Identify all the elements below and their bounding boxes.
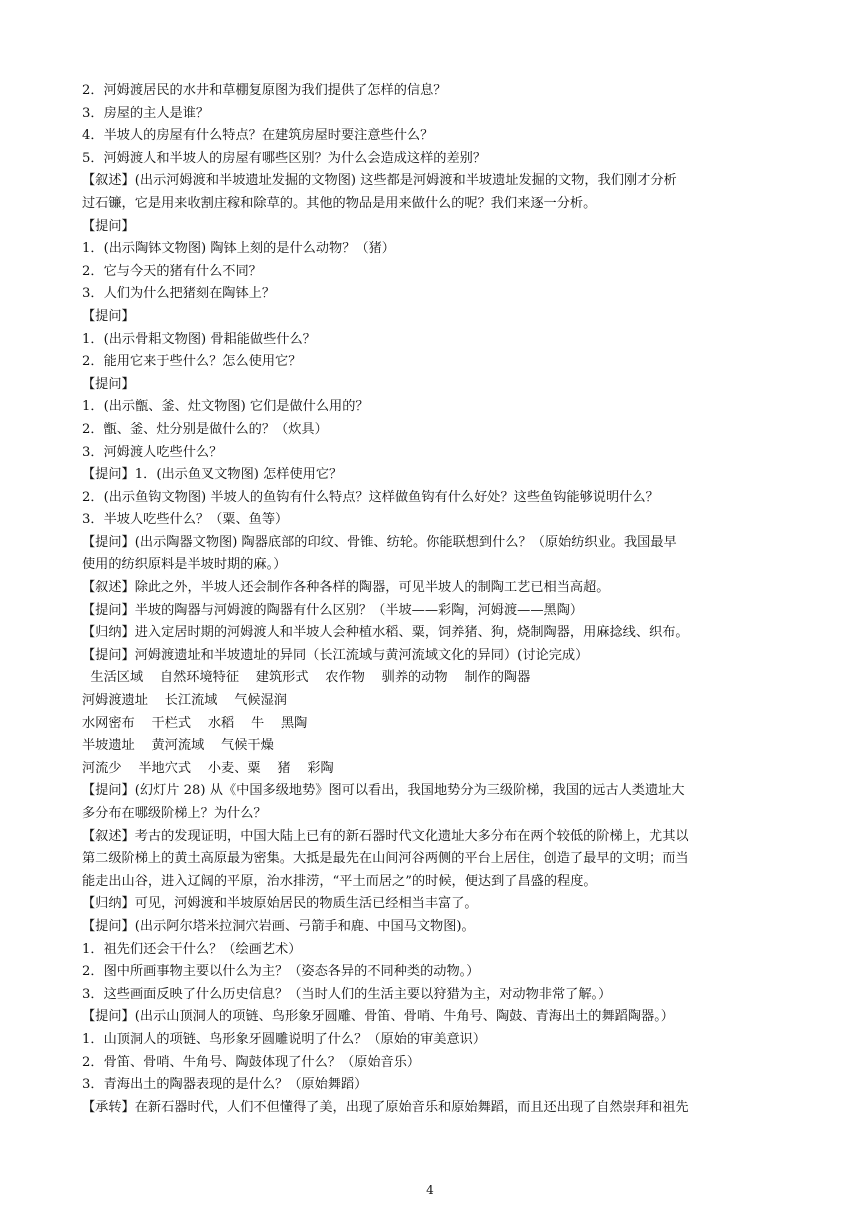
text-line: 【提问】(出示阿尔塔米拉洞穴岩画、弓箭手和鹿、中国马文物图)。 <box>82 918 475 934</box>
text-line: 【叙述】除此之外，半坡人还会制作各种各样的陶器，可见半坡人的制陶工艺已相当高超。 <box>82 580 610 596</box>
text-line: 【提问】1．(出示鱼叉文物图) 怎样使用它？ <box>82 467 343 483</box>
text-line: 1．(出示甑、釜、灶文物图) 它们是做什么用的？ <box>82 399 369 415</box>
text-line: 【提问】河姆渡遗址和半坡遗址的异同（长江流域与黄河流域文化的异同）(讨论完成） <box>82 647 589 663</box>
text-line: 【提问】(幻灯片 28) 从《中国多级地势》图可以看出，我国地势分为三级阶梯，我国的远古人类遗址大 <box>82 783 685 799</box>
text-line: 水网密布 干栏式 水稻 牛 黑陶 <box>82 715 308 731</box>
text-line: 【提问】 <box>82 218 135 234</box>
text-line: 使用的纺织原料是半坡时期的麻。） <box>82 557 287 573</box>
text-line: 【提问】 <box>82 376 135 392</box>
text-line: 生活区域 自然环境特征 建筑形式 农作物 驯养的动物 制作的陶器 <box>82 670 531 686</box>
text-line: 多分布在哪级阶梯上？为什么？ <box>82 806 267 821</box>
text-line: 1．(出示陶钵文物图) 陶钵上刻的是什么动物？（猪） <box>82 241 395 257</box>
text-line: 3．人们为什么把猪刻在陶钵上？ <box>82 286 276 302</box>
text-line: 能走出山谷，进入辽阔的平原，治水排涝，“平土而居之”的时候，便达到了昌盛的程度。 <box>82 873 597 889</box>
text-line: 2．(出示鱼钩文物图) 半坡人的鱼钩有什么特点？这样做鱼钩有什么好处？这些鱼钩能够说明什么？ <box>82 489 659 505</box>
text-line: 2．河姆渡居民的水井和草棚复原图为我们提供了怎样的信息？ <box>82 83 447 98</box>
text-line: 2．甑、釜、灶分别是做什么的？（炊具） <box>82 421 328 437</box>
text-line: 【归纳】进入定居时期的河姆渡人和半坡人会种植水稻、粟，饲养猪、狗，烧制陶器，用麻捻线、织布。 <box>82 625 689 641</box>
text-line: 【提问】半坡的陶器与河姆渡的陶器有什么区别？（半坡——彩陶，河姆渡——黑陶） <box>82 602 584 618</box>
text-line: 过石镰，它是用来收割庄稼和除草的。其他的物品是用来做什么的呢？我们来逐一分析。 <box>82 195 597 211</box>
text-line: 2．能用它来于些什么？怎么使用它？ <box>82 354 302 370</box>
text-line: 3．半坡人吃些什么？（粟、鱼等） <box>82 512 289 528</box>
text-line: 【叙述】(出示河姆渡和半坡遗址发掘的文物图) 这些都是河姆渡和半坡遗址发掘的文物，我们刚才分析 <box>82 173 677 189</box>
text-line: 3．这些画面反映了什么历史信息？（当时人们的生活主要以狩猎为主，对动物非常了解。） <box>82 986 612 1002</box>
text-line: 【叙述】考古的发现证明，中国大陆上已有的新石器时代文化遗址大多分布在两个较低的阶梯上，尤其以 <box>82 828 689 844</box>
text-line: 3．青海出土的陶器表现的是什么？（原始舞蹈） <box>82 1077 368 1093</box>
text-line: 河流少 半地穴式 小麦、粟 猪 彩陶 <box>82 760 334 776</box>
text-line: 1．(出示骨耜文物图) 骨耜能做些什么？ <box>82 331 316 347</box>
text-line: 【承转】在新石器时代，人们不但懂得了美，出现了原始音乐和原始舞蹈，而且还出现了自然崇拜和祖先 <box>82 1099 689 1115</box>
document-body <box>82 80 782 1119</box>
text-line: 半坡遗址 黄河流域 气候干燥 <box>82 738 274 754</box>
text-line: 3．房屋的主人是谁？ <box>82 105 210 121</box>
text-line: 【提问】(出示山顶洞人的项链、鸟形象牙圆雕、骨笛、骨哨、牛角号、陶鼓、青海出土的舞蹈陶器。） <box>82 1009 674 1025</box>
text-line: 1．山顶洞人的项链、鸟形象牙圆雕说明了什么？（原始的审美意识） <box>82 1031 487 1047</box>
text-line: 4．半坡人的房屋有什么特点？在建筑房屋时要注意些什么？ <box>82 128 434 144</box>
text-line: 1．祖先们还会干什么？（绘画艺术） <box>82 941 302 957</box>
text-line: 【提问】 <box>82 308 135 324</box>
text-line: 2．骨笛、骨哨、牛角号、陶鼓体现了什么？（原始音乐） <box>82 1054 421 1070</box>
page-number: 4 <box>426 1183 434 1197</box>
text-line: 2．图中所画事物主要以什么为主？（姿态各异的不同种类的动物。） <box>82 964 480 980</box>
text-line: 第二级阶梯上的黄土高原最为密集。大抵是最先在山间河谷两侧的平台上居住，创造了最早的文明；而当 <box>82 851 689 867</box>
text-line: 2．它与今天的猪有什么不同？ <box>82 263 262 279</box>
text-line: 5．河姆渡人和半坡人的房屋有哪些区别？为什么会造成这样的差别？ <box>82 150 487 166</box>
text-line: 河姆渡遗址 长江流域 气候湿润 <box>82 693 287 709</box>
text-line: 【提问】(出示陶器文物图) 陶器底部的印纹、骨锥、纺轮。你能联想到什么？（原始纺织业。我国最早 <box>82 534 677 550</box>
text-line: 3．河姆渡人吃些什么？ <box>82 444 223 460</box>
text-line: 【归纳】可见，河姆渡和半坡原始居民的物质生活已经相当丰富了。 <box>82 896 478 912</box>
